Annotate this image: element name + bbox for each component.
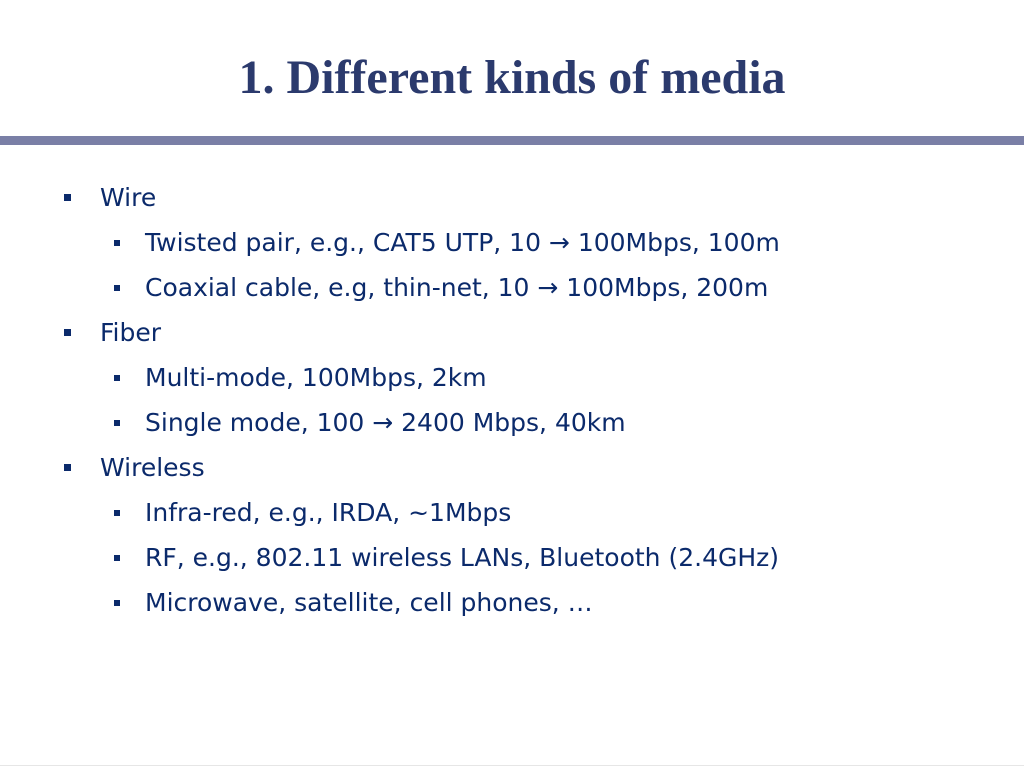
slide-bottom-edge [0,765,1024,766]
square-bullet-icon [64,464,71,471]
bullet-text: Twisted pair, e.g., CAT5 UTP, 10 → 100Mbps, 100m [145,228,780,257]
square-bullet-icon [114,240,120,246]
bullet-text: Wire [100,183,157,212]
sub-bullet-item-twisted-pair [0,220,1024,265]
square-bullet-icon [64,329,71,336]
bullet-item-fiber [0,310,1024,355]
bullet-item-wireless [0,445,1024,490]
title-divider [0,136,1024,145]
bullet-item-wire [0,175,1024,220]
bullet-text: Microwave, satellite, cell phones, … [145,588,593,617]
sub-bullet-item-coaxial [0,265,1024,310]
bullet-text: Single mode, 100 → 2400 Mbps, 40km [145,408,626,437]
bullet-text: Fiber [100,318,162,347]
sub-bullet-item-single-mode [0,400,1024,445]
sub-bullet-item-rf [0,535,1024,580]
square-bullet-icon [114,420,120,426]
bullet-text: Multi-mode, 100Mbps, 2km [145,363,487,392]
slide-title: 1. Different kinds of media [238,51,786,104]
square-bullet-icon [114,510,120,516]
sub-bullet-item-infra-red [0,490,1024,535]
bullet-text: Coaxial cable, e.g, thin-net, 10 → 100Mbps, 200m [145,273,769,302]
square-bullet-icon [114,600,120,606]
square-bullet-icon [64,194,71,201]
bullet-list [0,175,1024,625]
bullet-text: Wireless [100,453,205,482]
bullet-text: Infra-red, e.g., IRDA, ~1Mbps [145,498,512,527]
sub-bullet-item-multi-mode [0,355,1024,400]
sub-bullet-item-microwave [0,580,1024,625]
bullet-text: RF, e.g., 802.11 wireless LANs, Bluetooth (2.4GHz) [145,543,780,572]
square-bullet-icon [114,375,120,381]
square-bullet-icon [114,555,120,561]
square-bullet-icon [114,285,120,291]
